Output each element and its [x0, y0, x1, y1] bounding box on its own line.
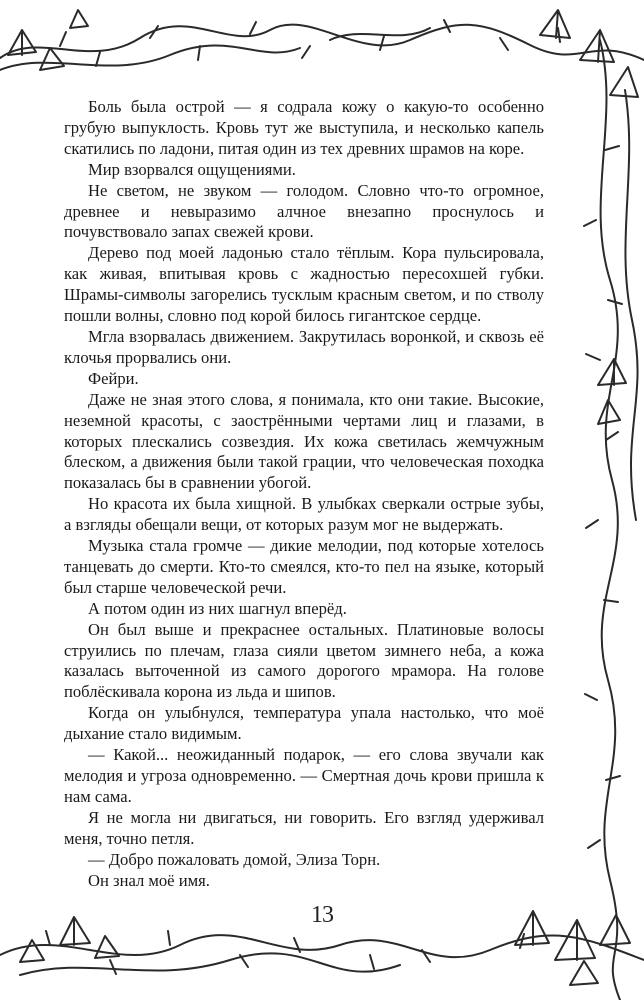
- paragraph: — Добро пожаловать домой, Элиза Торн.: [88, 849, 381, 869]
- paragraph: Боль была острой — я содрала кожу о какую-то особенно грубую выпуклость. Кровь тут же выступила, и несколько капель скатились по ладони, питая один из тех древних шрамов на коре.: [64, 97, 544, 158]
- paragraph: Он знал моё имя.: [88, 870, 210, 890]
- paragraph: Музыка стала громче — дикие мелодии, под которые хотелось танцевать до смерти. Кто-то смеялся, кто-то пел на языке, который был старше человеческой речи.: [64, 536, 544, 597]
- paragraph: Даже не зная этого слова, я понимала, кто они такие. Высокие, неземной красоты, с заострёнными чертами лиц и глазами, в которых плескались созвездия. Их кожа светилась жемчужным блеском, а движения были такой грации, что человеческая походка показалась бы в сравнении убогой.: [64, 389, 544, 493]
- crystal-cluster-right: [598, 359, 626, 424]
- paragraph: Мир взорвался ощущениями.: [88, 159, 296, 179]
- body-text: [64, 97, 544, 891]
- paragraph: Фейри.: [88, 368, 139, 388]
- paragraph: Я не могла ни двигаться, ни говорить. Его взгляд удерживал меня, точно петля.: [64, 807, 544, 848]
- paragraph: Не светом, не звуком — голодом. Словно что-то огромное, древнее и невыразимо алчное внезапно проснулось и почувствовало запах свежей крови.: [64, 180, 544, 242]
- page-number: 13: [311, 902, 333, 928]
- top-vine: [0, 25, 644, 60]
- right-vine: [600, 40, 620, 1000]
- crystal-cluster-top-left: [8, 10, 88, 70]
- paragraph: А потом один из них шагнул вперёд.: [88, 598, 347, 618]
- paragraph: Дерево под моей ладонью стало тёплым. Кора пульсировала, как живая, впитывая кровь с жадностью пересохшей губки. Шрамы-символы загорелись тусклым красным светом, и по стволу пошли волны, словно под корой билось гигантское сердце.: [64, 243, 544, 326]
- paragraph: Мгла взорвалась движением. Закрутилась воронкой, и сквозь её клочья прорвались они.: [64, 326, 544, 367]
- paragraph: — Какой... неожиданный подарок, — его слова звучали как мелодия и угроза одновременно. — Смертная дочь крови пришла к нам сама.: [64, 745, 544, 806]
- paragraph: Но красота их была хищной. В улыбках сверкали острые зубы, а взгляды обещали вещи, от которых разум мог не выдержать.: [64, 494, 544, 535]
- paragraph: Когда он улыбнулся, температура упала настолько, что моё дыхание стало видимым.: [64, 703, 544, 744]
- paragraph: Он был выше и прекраснее остальных. Платиновые волосы струились по плечам, глаза сияли цветом зимнего неба, а кожа казалась выточенной из самого дорогого мрамора. На голове поблёскивала корона из льда и шипов.: [64, 619, 544, 702]
